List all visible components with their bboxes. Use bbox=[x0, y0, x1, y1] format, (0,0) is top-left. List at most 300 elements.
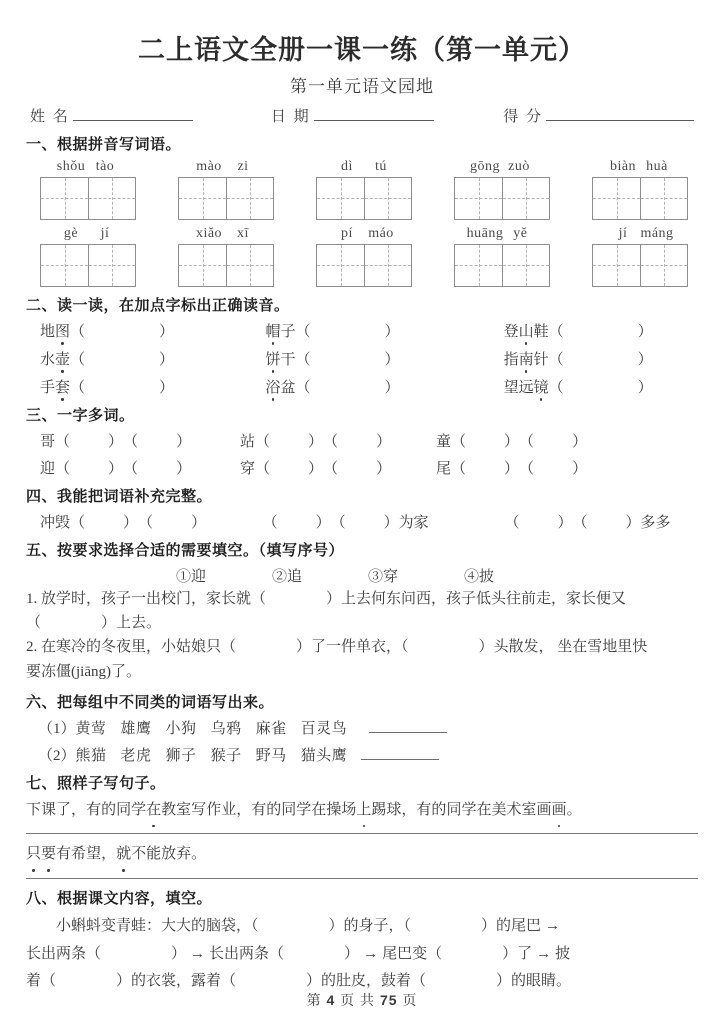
paren-pair[interactable]: （ ） bbox=[123, 433, 192, 450]
tianzige-box[interactable] bbox=[40, 177, 136, 220]
pinyin-syllable: jí bbox=[618, 225, 628, 241]
q5-option[interactable]: ④披 bbox=[464, 568, 495, 585]
sentence-char: 。 bbox=[191, 846, 207, 863]
tianzige-cell[interactable] bbox=[41, 178, 88, 219]
q5-q2-text-c: ）头散发， 坐在雪地里快 bbox=[478, 639, 648, 656]
paren-pair[interactable]: （ ） bbox=[55, 460, 124, 477]
pinyin-cell[interactable] bbox=[316, 226, 412, 287]
section-6-heading: 六、把每组中不同类的词语写出来。 bbox=[26, 693, 275, 711]
open-paren: （ bbox=[70, 351, 86, 368]
q2-word bbox=[40, 320, 70, 341]
q6-item bbox=[26, 744, 698, 765]
q2-word-dotted-char: 帽 bbox=[265, 320, 280, 341]
tianzige-box[interactable] bbox=[454, 177, 550, 220]
q6-word: 狮子 bbox=[165, 747, 197, 764]
pinyin-cell[interactable] bbox=[592, 159, 688, 220]
pinyin-syllable: shǒu bbox=[56, 158, 86, 174]
footer-middle: 页 共 bbox=[340, 992, 376, 1008]
q4-tail: 为家 bbox=[398, 514, 429, 531]
section-3-heading: 三、一字多词。 bbox=[26, 406, 135, 424]
q6-word: 麻雀 bbox=[255, 720, 287, 737]
q5-q2-text-b: ）了一件单衣，（ bbox=[296, 639, 409, 656]
paren-pair[interactable]: （ ） bbox=[323, 460, 392, 477]
q6-word: 小狗 bbox=[165, 720, 197, 737]
date-field[interactable] bbox=[271, 105, 503, 126]
q6-item bbox=[26, 717, 698, 738]
q3-char: 哥 bbox=[40, 433, 56, 450]
q7-write-line-2[interactable] bbox=[26, 878, 698, 879]
section-2-heading: 二、读一读，在加点字标出正确读音。 bbox=[26, 296, 290, 314]
q2-item[interactable] bbox=[265, 320, 503, 341]
pinyin-syllable: tú bbox=[375, 158, 387, 174]
q3-item[interactable] bbox=[40, 430, 240, 451]
q3-char: 童 bbox=[436, 433, 452, 450]
tianzige-cell[interactable] bbox=[317, 178, 364, 219]
sentence-char: 的 bbox=[431, 801, 447, 818]
close-paren: ） bbox=[384, 351, 400, 368]
q2-word-pre: 望远 bbox=[503, 379, 534, 396]
sentence-char: 球 bbox=[386, 801, 402, 818]
q6-word: 老虎 bbox=[120, 747, 152, 764]
sentence-char: ， bbox=[101, 846, 117, 863]
pinyin-label bbox=[192, 226, 260, 242]
q6-number: （2） bbox=[38, 747, 76, 764]
pinyin-label bbox=[54, 226, 122, 242]
open-paren: （ bbox=[295, 323, 311, 340]
pinyin-syllable: yě bbox=[513, 225, 528, 241]
tianzige-cell[interactable] bbox=[640, 245, 687, 286]
pinyin-cell[interactable] bbox=[40, 159, 136, 220]
emphasis-dotted-char: 在 bbox=[146, 798, 161, 824]
q5-question-1 bbox=[26, 588, 698, 611]
sentence-char: 课 bbox=[41, 801, 57, 818]
q2-word bbox=[40, 376, 70, 397]
q2-word bbox=[504, 348, 549, 369]
sentence-char: 同 bbox=[446, 801, 462, 818]
name-field[interactable] bbox=[30, 105, 271, 126]
q5-q1-text-b: ）上去何东问西，孩子低头往前走，家长便又 bbox=[326, 590, 627, 607]
paren-pair[interactable]: （ ） bbox=[504, 514, 573, 531]
q3-item[interactable] bbox=[436, 430, 636, 451]
q2-word bbox=[504, 320, 549, 341]
tianzige-cell[interactable] bbox=[88, 245, 135, 286]
q2-word-dotted-char: 饼 bbox=[265, 348, 280, 369]
date-blank[interactable] bbox=[314, 120, 434, 121]
emphasis-dotted-char: 画 bbox=[552, 798, 567, 824]
emphasis-dotted-char: 就 bbox=[116, 842, 131, 868]
sentence-char: 踢 bbox=[371, 801, 387, 818]
footer-prefix: 第 bbox=[306, 992, 322, 1008]
sentence-char: 操 bbox=[326, 801, 342, 818]
score-blank[interactable] bbox=[546, 120, 694, 121]
q2-word bbox=[265, 376, 295, 397]
q2-item[interactable] bbox=[40, 320, 265, 341]
q6-word: 黄莺 bbox=[75, 720, 107, 737]
section-4-heading: 四、我能把词语补充完整。 bbox=[26, 487, 213, 505]
q6-word: 雄鹰 bbox=[120, 720, 152, 737]
q5-q1-text-c: （ bbox=[26, 615, 42, 631]
sentence-char: 了 bbox=[56, 801, 72, 818]
q2-word-dotted-char: 浴 bbox=[265, 376, 280, 397]
close-paren: ） bbox=[637, 351, 653, 368]
section-5-heading: 五、按要求选择合适的需要填空。（填写序号） bbox=[26, 541, 345, 559]
q8-text-i: ）了 bbox=[502, 945, 533, 962]
q6-word-group bbox=[76, 717, 362, 738]
sentence-char: 学 bbox=[461, 801, 477, 818]
section-1-heading: 一、根据拼音写词语。 bbox=[26, 135, 182, 153]
q8-text-l: ）的衣裳，露着（ bbox=[116, 973, 237, 990]
q4-item[interactable] bbox=[263, 511, 505, 532]
sentence-char: 下 bbox=[26, 801, 42, 818]
pinyin-syllable: zi bbox=[237, 158, 249, 174]
sentence-char: 在 bbox=[311, 801, 327, 818]
open-paren: （ bbox=[70, 379, 86, 396]
q2-item[interactable] bbox=[504, 376, 698, 397]
close-paren: ） bbox=[159, 323, 175, 340]
open-paren: （ bbox=[548, 323, 564, 340]
close-paren: ） bbox=[159, 379, 175, 396]
paren-pair[interactable]: （ ） bbox=[323, 433, 392, 450]
q6-word: 百灵鸟 bbox=[300, 720, 348, 737]
tianzige-cell[interactable] bbox=[364, 178, 411, 219]
pinyin-row-1 bbox=[26, 159, 698, 220]
q3-item[interactable] bbox=[240, 457, 436, 478]
q5-option[interactable]: ②追 bbox=[272, 568, 303, 585]
q8-text-h: 尾巴变（ bbox=[382, 945, 443, 962]
paren-pair[interactable]: （ ） bbox=[138, 514, 207, 531]
sentence-char: 学 bbox=[296, 801, 312, 818]
sentence-char: 有 bbox=[86, 801, 102, 818]
q6-answer-line[interactable] bbox=[369, 732, 447, 733]
pinyin-syllable: zuò bbox=[508, 158, 530, 174]
q2-word-dotted-char: 镜 bbox=[534, 376, 549, 397]
arrow-icon: → bbox=[190, 945, 206, 962]
q2-word-pre: 手 bbox=[40, 379, 56, 396]
q4-tail: 多多 bbox=[640, 514, 671, 531]
section-8-heading: 八、根据课文内容，填空。 bbox=[26, 889, 213, 907]
tianzige-box[interactable] bbox=[316, 244, 412, 287]
q3-char: 站 bbox=[240, 433, 256, 450]
close-paren: ） bbox=[637, 323, 653, 340]
sentence-char: 同 bbox=[281, 801, 297, 818]
pinyin-row-2 bbox=[26, 226, 698, 287]
open-paren: （ bbox=[70, 323, 86, 340]
pinyin-syllable: huà bbox=[646, 158, 668, 174]
sentence-char: 写 bbox=[191, 801, 207, 818]
q3-item[interactable] bbox=[40, 457, 240, 478]
sentence-char: 室 bbox=[176, 801, 192, 818]
tianzige-box[interactable] bbox=[454, 244, 550, 287]
q4-lead: 冲毁 bbox=[40, 514, 71, 531]
tianzige-box[interactable] bbox=[178, 177, 274, 220]
q2-word bbox=[265, 320, 295, 341]
q8-text-e: ） bbox=[171, 945, 187, 962]
pinyin-syllable: máo bbox=[368, 225, 394, 241]
paren-pair[interactable]: （ ） bbox=[572, 514, 641, 531]
paren-pair[interactable]: （ ） bbox=[330, 514, 399, 531]
q2-item[interactable] bbox=[265, 348, 503, 369]
pinyin-cell[interactable] bbox=[316, 159, 412, 220]
sentence-char: 。 bbox=[566, 801, 582, 818]
pinyin-cell[interactable] bbox=[454, 226, 550, 287]
pinyin-syllable: jí bbox=[100, 225, 110, 241]
section-7-heading: 七、照样子写句子。 bbox=[26, 774, 166, 792]
q3-item[interactable] bbox=[436, 457, 636, 478]
footer-current-page: 4 bbox=[326, 992, 336, 1008]
sentence-char: 放 bbox=[161, 846, 177, 863]
q2-word bbox=[40, 348, 70, 369]
q2-word-dotted-char: 南 bbox=[519, 348, 534, 369]
q2-word-dotted-char: 套 bbox=[55, 376, 70, 397]
pinyin-label bbox=[330, 159, 398, 175]
tianzige-box[interactable] bbox=[178, 244, 274, 287]
pinyin-syllable: xiǎo bbox=[195, 225, 223, 241]
q8-text-d: 长出两条（ bbox=[26, 945, 102, 962]
sentence-char: 同 bbox=[116, 801, 132, 818]
name-label: 姓 名 bbox=[30, 108, 70, 125]
tianzige-cell[interactable] bbox=[502, 178, 549, 219]
q2-item[interactable] bbox=[504, 320, 698, 341]
q8-text-b: ）的身子，（ bbox=[328, 917, 412, 934]
pinyin-label bbox=[330, 226, 398, 242]
close-paren: ） bbox=[384, 323, 400, 340]
q3-row bbox=[26, 430, 698, 451]
q2-word bbox=[504, 376, 549, 397]
q3-char: 迎 bbox=[40, 460, 56, 477]
pinyin-syllable: dì bbox=[341, 158, 353, 174]
paren-pair[interactable]: （ ） bbox=[255, 460, 324, 477]
tianzige-cell[interactable] bbox=[41, 245, 88, 286]
sentence-char: 在 bbox=[476, 801, 492, 818]
page-title: 二上语文全册一课一练（第一单元） bbox=[138, 35, 586, 65]
close-paren: ） bbox=[159, 351, 175, 368]
tianzige-cell[interactable] bbox=[640, 178, 687, 219]
tianzige-cell[interactable] bbox=[226, 178, 273, 219]
pinyin-label bbox=[468, 159, 536, 175]
pinyin-label bbox=[54, 159, 122, 175]
name-blank[interactable] bbox=[73, 120, 193, 121]
sentence-char: 术 bbox=[506, 801, 522, 818]
sentence-char: 教 bbox=[161, 801, 177, 818]
sentence-char: ， bbox=[401, 801, 417, 818]
q5-question-2 bbox=[26, 636, 698, 659]
q2-row bbox=[26, 376, 698, 397]
tianzige-cell[interactable] bbox=[364, 245, 411, 286]
q7-second-sentence bbox=[26, 842, 698, 868]
q3-char: 穿 bbox=[240, 460, 256, 477]
close-paren: ） bbox=[384, 379, 400, 396]
pinyin-label bbox=[606, 159, 674, 175]
open-paren: （ bbox=[548, 351, 564, 368]
q2-item[interactable] bbox=[504, 348, 698, 369]
q8-text-f: 长出两条（ bbox=[209, 945, 285, 962]
q2-item[interactable] bbox=[40, 348, 265, 369]
q8-text-n: ）的眼睛。 bbox=[496, 973, 572, 990]
q2-word-dotted-char: 壶 bbox=[55, 348, 70, 369]
pinyin-syllable: biàn bbox=[609, 158, 637, 174]
q3-item[interactable] bbox=[240, 430, 436, 451]
q8-text-k: 着（ bbox=[26, 973, 57, 990]
q2-word bbox=[265, 348, 295, 369]
score-field[interactable] bbox=[503, 105, 694, 126]
emphasis-dotted-char: 只 bbox=[26, 842, 41, 868]
q2-word-post: 盆 bbox=[280, 379, 296, 396]
q2-item[interactable] bbox=[40, 376, 265, 397]
pinyin-cell[interactable] bbox=[592, 226, 688, 287]
pinyin-cell[interactable] bbox=[40, 226, 136, 287]
pinyin-cell[interactable] bbox=[178, 159, 274, 220]
paren-pair[interactable]: （ ） bbox=[70, 514, 139, 531]
q5-option[interactable]: ①迎 bbox=[176, 568, 207, 585]
paren-pair[interactable]: （ ） bbox=[519, 433, 588, 450]
paren-pair[interactable]: （ ） bbox=[451, 460, 520, 477]
q2-row bbox=[26, 320, 698, 341]
pinyin-syllable: máng bbox=[640, 225, 674, 241]
arrow-icon: → bbox=[536, 945, 552, 962]
sentence-char: 室 bbox=[521, 801, 537, 818]
pinyin-syllable: gè bbox=[63, 225, 79, 241]
q5-option[interactable]: ③穿 bbox=[368, 568, 399, 585]
q6-word: 熊猫 bbox=[75, 747, 107, 764]
tianzige-cell[interactable] bbox=[317, 245, 364, 286]
tianzige-cell[interactable] bbox=[226, 245, 273, 286]
tianzige-cell[interactable] bbox=[455, 178, 502, 219]
sentence-char: 作 bbox=[206, 801, 222, 818]
tianzige-cell[interactable] bbox=[455, 245, 502, 286]
open-paren: （ bbox=[295, 351, 311, 368]
arrow-icon: → bbox=[363, 945, 379, 962]
tianzige-box[interactable] bbox=[40, 244, 136, 287]
sentence-char: 的 bbox=[101, 801, 117, 818]
q4-item[interactable] bbox=[504, 511, 698, 532]
q3-row bbox=[26, 457, 698, 478]
q8-text-a: 小蝌蚪变青蛙：大大的脑袋，（ bbox=[56, 917, 259, 934]
paren-pair[interactable]: （ ） bbox=[55, 433, 124, 450]
page-subtitle: 第一单元语文园地 bbox=[290, 76, 434, 96]
sentence-char: ， bbox=[71, 801, 87, 818]
q2-word-post: 子 bbox=[280, 323, 296, 340]
arrow-icon: → bbox=[545, 917, 561, 934]
emphasis-dotted-char: 上 bbox=[356, 798, 371, 824]
sentence-char: 场 bbox=[341, 801, 357, 818]
q5-question-2-cont: 要冻僵(jiāng)了。 bbox=[26, 663, 141, 680]
q5-q1-text-d: ）上去。 bbox=[101, 615, 162, 631]
q2-word-dotted-char: 山 bbox=[519, 320, 534, 341]
q3-char: 尾 bbox=[436, 460, 452, 477]
open-paren: （ bbox=[295, 379, 311, 396]
sentence-char: 有 bbox=[251, 801, 267, 818]
q6-word: 猴子 bbox=[210, 747, 242, 764]
paren-pair[interactable]: （ ） bbox=[451, 433, 520, 450]
paren-pair[interactable]: （ ） bbox=[519, 460, 588, 477]
sentence-char: 的 bbox=[266, 801, 282, 818]
pinyin-syllable: mào bbox=[196, 158, 222, 174]
tianzige-box[interactable] bbox=[592, 177, 688, 220]
q2-word-pre: 登 bbox=[503, 323, 519, 340]
tianzige-cell[interactable] bbox=[593, 178, 640, 219]
pinyin-cell[interactable] bbox=[454, 159, 550, 220]
sentence-char: 画 bbox=[536, 801, 552, 818]
q8-text-m: ）的肚皮，鼓着（ bbox=[306, 973, 427, 990]
q7-example-sentence bbox=[26, 798, 698, 824]
sentence-char: 业 bbox=[221, 801, 237, 818]
tianzige-cell[interactable] bbox=[179, 178, 226, 219]
tianzige-cell[interactable] bbox=[88, 178, 135, 219]
q6-word: 乌鸦 bbox=[210, 720, 242, 737]
q2-word-dotted-char: 图 bbox=[55, 320, 70, 341]
tianzige-cell[interactable] bbox=[593, 245, 640, 286]
pinyin-label bbox=[467, 226, 538, 242]
tianzige-box[interactable] bbox=[316, 177, 412, 220]
pinyin-cell[interactable] bbox=[178, 226, 274, 287]
pinyin-exercise bbox=[26, 159, 698, 287]
sentence-char: ， bbox=[236, 801, 252, 818]
sentence-char: 不 bbox=[131, 846, 147, 863]
q8-text-j: 披 bbox=[555, 945, 571, 962]
q5-q2-text-a: 2. 在寒冷的冬夜里，小姑娘只（ bbox=[26, 639, 237, 656]
q5-option-list bbox=[26, 565, 698, 586]
q2-exercise bbox=[26, 320, 698, 397]
q8-text-c: ）的尾巴 bbox=[481, 917, 542, 934]
q2-row bbox=[26, 348, 698, 369]
q2-word-pre: 水 bbox=[40, 351, 56, 368]
footer-total-pages: 75 bbox=[379, 992, 398, 1008]
paren-pair[interactable]: （ ） bbox=[262, 514, 331, 531]
q6-word: 野马 bbox=[255, 747, 287, 764]
date-label: 日 期 bbox=[270, 108, 311, 125]
pinyin-syllable: xī bbox=[237, 225, 249, 241]
q8-text-g: ） bbox=[344, 945, 360, 962]
q8-line-2 bbox=[26, 941, 698, 969]
pinyin-syllable: huāng bbox=[466, 225, 504, 241]
q2-item[interactable] bbox=[265, 376, 503, 397]
q7-write-line-1[interactable] bbox=[26, 833, 698, 834]
close-paren: ） bbox=[637, 379, 653, 396]
emphasis-dotted-char: 要 bbox=[41, 842, 56, 868]
q5-q1-text-a: 1. 放学时，孩子一出校门，家长就（ bbox=[26, 590, 267, 607]
sentence-char: 弃 bbox=[176, 846, 192, 863]
q8-line-1 bbox=[26, 913, 698, 941]
q6-answer-line[interactable] bbox=[361, 759, 439, 760]
paren-pair[interactable]: （ ） bbox=[123, 460, 192, 477]
q6-word-group bbox=[76, 744, 362, 765]
q8-exercise bbox=[26, 913, 698, 996]
q4-exercise bbox=[26, 511, 698, 532]
student-meta-row bbox=[26, 105, 698, 126]
tianzige-box[interactable] bbox=[592, 244, 688, 287]
q6-word: 猫头鹰 bbox=[300, 747, 348, 764]
q2-word-post: 针 bbox=[533, 351, 549, 368]
sentence-char: 美 bbox=[491, 801, 507, 818]
q6-number: （1） bbox=[38, 720, 76, 737]
sentence-char: 希 bbox=[71, 846, 87, 863]
tianzige-cell[interactable] bbox=[179, 245, 226, 286]
footer-suffix: 页 bbox=[402, 992, 418, 1008]
q2-word-pre: 指 bbox=[503, 351, 519, 368]
page-footer bbox=[0, 990, 724, 1010]
sentence-char: 学 bbox=[131, 801, 147, 818]
score-label: 得 分 bbox=[503, 108, 543, 125]
q4-item[interactable] bbox=[40, 511, 263, 532]
q2-word-pre: 地 bbox=[40, 323, 56, 340]
sentence-char: 能 bbox=[146, 846, 162, 863]
q2-word-post: 干 bbox=[280, 351, 296, 368]
pinyin-label bbox=[606, 226, 674, 242]
paren-pair[interactable]: （ ） bbox=[255, 433, 324, 450]
tianzige-cell[interactable] bbox=[502, 245, 549, 286]
pinyin-syllable: pí bbox=[341, 225, 353, 241]
q2-word-post: 鞋 bbox=[533, 323, 549, 340]
